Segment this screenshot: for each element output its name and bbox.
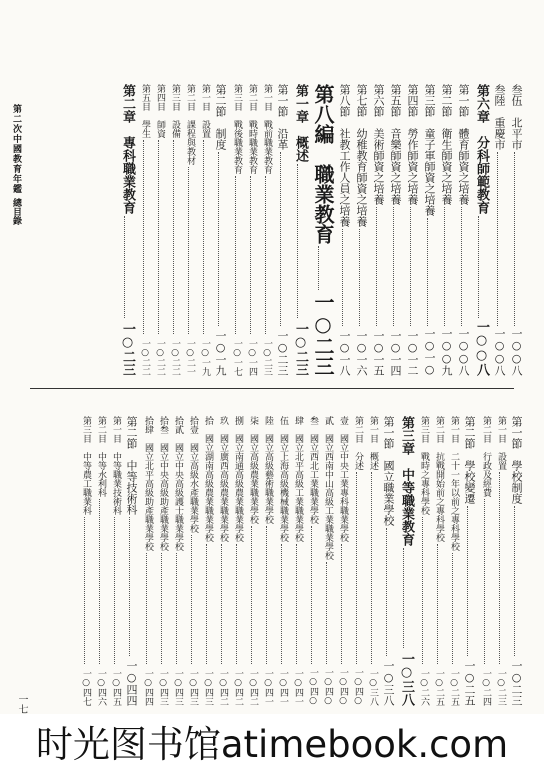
toc-entry-title: 貳 國立西南中山高級工業職業學校 <box>323 416 333 560</box>
leader-dots <box>461 207 462 326</box>
leader-dots <box>326 562 327 664</box>
toc-entry-page: 一○四五 <box>111 669 121 706</box>
toc-entry[interactable] <box>203 416 212 706</box>
leader-dots <box>191 535 192 664</box>
toc-entry-page: 一○二二 <box>155 339 165 376</box>
leader-dots <box>422 517 423 664</box>
toc-entry-title: 第八編 職業教育 <box>311 84 335 244</box>
leader-dots <box>250 176 251 334</box>
leader-dots <box>376 207 377 326</box>
toc-entry-page: 一○○八 <box>457 328 470 376</box>
toc-entry-page: 一○四六 <box>96 669 106 706</box>
site-watermark: 时光图书馆atimebook.com <box>0 714 544 768</box>
toc-entry[interactable] <box>185 84 194 376</box>
leader-dots <box>173 140 174 334</box>
toc-entry-title: 第一節 沿革 <box>276 84 289 150</box>
toc-entry-title: 第一目 二十一年以前之專科學校 <box>449 416 459 551</box>
toc-entry-page: 一○四一 <box>263 669 273 706</box>
toc-entry[interactable] <box>496 416 505 706</box>
page-number: 一七 <box>16 694 27 714</box>
toc-entry[interactable] <box>338 416 347 706</box>
running-title: 第二次中國教育年鑑 <box>11 104 21 194</box>
toc-entry-page: 一○一四 <box>389 330 402 376</box>
toc-entry-title: 叁伍 北平市 <box>510 84 523 150</box>
leader-dots <box>478 216 479 318</box>
toc-entry[interactable] <box>188 416 197 706</box>
leader-dots <box>265 176 266 334</box>
leader-dots <box>129 517 130 656</box>
leader-dots <box>371 472 372 664</box>
leader-dots <box>236 544 237 664</box>
toc-entry-title: 第五節 音樂師資之培養 <box>389 84 402 205</box>
toc-entry[interactable] <box>407 84 418 376</box>
leader-dots <box>341 544 342 664</box>
toc-entry[interactable] <box>96 416 105 706</box>
leader-dots <box>386 528 387 656</box>
toc-entry-page: 一○二三 <box>293 322 308 376</box>
toc-top-section <box>52 84 522 376</box>
toc-entry-page: 一○二三 <box>510 660 523 706</box>
toc-entry-page: 一○四○ <box>308 668 318 706</box>
toc-entry-page: 一○四一 <box>278 669 288 706</box>
leader-dots <box>281 544 282 664</box>
leader-dots <box>467 506 468 656</box>
toc-entry-title: 捌 國立南通高級農業職業學校 <box>233 416 243 542</box>
toc-entry-page: 一○三八 <box>368 669 378 706</box>
toc-entry-page: 一○一二 <box>406 330 419 376</box>
toc-entry-title: 第一目 戰前職業教育 <box>262 84 272 174</box>
toc-entry-title: 第八節 社教工作人員之培養 <box>338 84 351 227</box>
toc-entry-title: 第三章 中等職業教育 <box>399 416 414 546</box>
toc-entry-title: 第五目 學生 <box>140 84 150 138</box>
leader-dots <box>280 152 281 326</box>
toc-entry[interactable] <box>293 416 302 706</box>
toc-entry-page: 一○一七 <box>232 339 242 376</box>
toc-entry[interactable] <box>173 416 182 706</box>
toc-entry-title: 第四目 師資 <box>155 84 165 138</box>
toc-entry-page: 一○二六 <box>419 669 429 706</box>
toc-entry-title: 第二目 中等水利科 <box>96 416 106 497</box>
toc-entry-page: 一○二二 <box>170 339 180 376</box>
toc-entry[interactable] <box>419 416 428 706</box>
toc-entry-title: 伍 國立上海高級機械職業學校 <box>278 416 288 542</box>
toc-entry[interactable] <box>248 416 257 706</box>
leader-dots <box>114 517 115 664</box>
toc-entry-title: 拾壹 國立高級水產職業學校 <box>188 416 198 533</box>
toc-entry[interactable] <box>155 84 164 376</box>
toc-entry-page: 一○四七 <box>81 669 91 706</box>
toc-entry-title: 第二目 戰時職業教育 <box>247 84 257 174</box>
toc-entry-page: 一○二五 <box>463 660 476 706</box>
leader-dots <box>444 207 445 326</box>
section-divider <box>30 388 514 389</box>
toc-entry-page: 一○四二 <box>218 669 228 706</box>
leader-dots <box>499 472 500 664</box>
toc-entry-title: 柒 國立高級農業職業學校 <box>248 416 258 524</box>
toc-entry[interactable] <box>339 84 350 376</box>
toc-entry-page: 一○四四 <box>125 660 138 706</box>
toc-entry-title: 第四節 勞作師資之培養 <box>406 84 419 205</box>
toc-entry[interactable] <box>511 416 522 706</box>
leader-dots <box>143 140 144 334</box>
toc-entry[interactable] <box>215 84 226 376</box>
toc-entry-page: 一○四三 <box>173 669 183 706</box>
toc-entry[interactable] <box>424 84 435 376</box>
toc-entry-title: 第二章 專科職業教育 <box>120 84 135 214</box>
toc-entry[interactable] <box>126 416 137 706</box>
leader-dots <box>359 229 360 326</box>
leader-dots <box>403 548 404 648</box>
toc-entry-title: 第六章 分科師範教育 <box>474 84 489 214</box>
leader-dots <box>146 553 147 664</box>
toc-entry-page: 一○四三 <box>203 669 213 706</box>
leader-dots <box>452 553 453 664</box>
toc-entry-title: 第一目 設置 <box>200 84 210 138</box>
toc-entry[interactable] <box>511 84 522 376</box>
toc-entry-page: 一○二三 <box>311 292 335 376</box>
toc-entry[interactable] <box>218 416 227 706</box>
toc-entry[interactable] <box>308 416 317 706</box>
toc-entry-page: 一○四三 <box>158 669 168 706</box>
leader-dots <box>311 526 312 664</box>
toc-bottom-section <box>62 416 522 706</box>
toc-entry[interactable] <box>383 416 394 706</box>
toc-entry[interactable] <box>263 416 272 706</box>
leader-dots <box>251 526 252 664</box>
toc-entry-title: 第二節 中等技術科 <box>125 416 138 515</box>
toc-entry-page: 一○二一 <box>185 339 195 376</box>
toc-entry[interactable] <box>121 84 134 376</box>
toc-entry-page: 一○三八 <box>382 660 395 706</box>
toc-entry[interactable] <box>475 84 488 376</box>
leader-dots <box>158 140 159 334</box>
toc-entry-title: 第三目 設備 <box>170 84 180 138</box>
toc-entry-page: 一○一九 <box>214 330 227 376</box>
toc-entry-page: 一○一○ <box>423 328 436 376</box>
toc-entry[interactable] <box>278 416 287 706</box>
toc-entry-title: 第一節 體育師資之培養 <box>457 84 470 205</box>
toc-entry[interactable] <box>158 416 167 706</box>
toc-entry[interactable] <box>247 84 256 376</box>
leader-dots <box>235 176 236 334</box>
toc-entry-page: 一○一四 <box>247 339 257 376</box>
toc-entry-page: 一○四二 <box>233 669 243 706</box>
toc-entry[interactable] <box>143 416 152 706</box>
toc-entry-page: 一○四○ <box>353 668 363 706</box>
leader-dots <box>221 544 222 664</box>
leader-dots <box>266 526 267 664</box>
toc-entry-page: 一○二二 <box>140 339 150 376</box>
toc-entry-title: 第一目 概述 <box>368 416 378 470</box>
toc-entry-page: 一○○八 <box>510 328 523 376</box>
toc-entry-page: 一○二三 <box>262 339 272 376</box>
toc-entry[interactable] <box>494 84 505 376</box>
toc-entry-page: 一○四○ <box>338 668 348 706</box>
leader-dots <box>203 140 204 334</box>
toc-entry[interactable] <box>458 84 469 376</box>
toc-entry[interactable] <box>356 84 367 376</box>
toc-entry-page: 一○四三 <box>188 669 198 706</box>
toc-entry-title: 第七節 幼稚教育師資之培養 <box>355 84 368 227</box>
toc-entry-title: 拾肆 國立北平高級助產職業學校 <box>143 416 153 551</box>
leader-dots <box>296 544 297 664</box>
toc-entry-title: 壹 國立中央工業專科職業學校 <box>338 416 348 542</box>
toc-entry[interactable] <box>449 416 458 706</box>
toc-entry-title: 第三目 中等農工職業科 <box>81 416 91 515</box>
toc-entry-title: 拾貳 國立中央高級護士職業學校 <box>173 416 183 551</box>
toc-entry-page: 一○二三 <box>120 322 135 376</box>
leader-dots <box>514 152 515 326</box>
toc-entry[interactable] <box>373 84 384 376</box>
toc-entry-title: 叁陸 重慶市 <box>493 84 506 150</box>
leader-dots <box>297 164 298 318</box>
toc-entry[interactable] <box>111 416 120 706</box>
leader-dots <box>218 152 219 326</box>
leader-dots <box>188 167 189 334</box>
toc-entry[interactable] <box>277 84 288 376</box>
toc-entry-page: 一○四○ <box>323 668 333 706</box>
leader-dots <box>342 229 343 326</box>
toc-entry[interactable] <box>140 84 149 376</box>
toc-entry-page: 一○一九 <box>200 339 210 376</box>
toc-entry-title: 第一節 學校制度 <box>510 416 523 504</box>
toc-entry[interactable] <box>81 416 90 706</box>
leader-dots <box>410 207 411 326</box>
toc-entry-page: 一○二三 <box>496 669 506 706</box>
toc-entry[interactable] <box>323 416 332 706</box>
leader-dots <box>484 499 485 664</box>
toc-entry-page: 一○一六 <box>355 330 368 376</box>
leader-dots <box>176 553 177 664</box>
toc-entry-page: 一○二五 <box>449 669 459 706</box>
toc-entry[interactable] <box>262 84 271 376</box>
toc-entry-page: 一○一五 <box>372 330 385 376</box>
toc-entry-title: 玖 國立廣西高級農業職業學校 <box>218 416 228 542</box>
toc-entry[interactable] <box>441 84 452 376</box>
toc-entry-page: 一○四二 <box>248 669 258 706</box>
leader-dots <box>84 517 85 664</box>
toc-entry-title: 第二目 抗戰開始前之專科學校 <box>434 416 444 542</box>
toc-entry[interactable] <box>434 416 443 706</box>
leader-dots <box>514 506 515 656</box>
toc-entry[interactable] <box>368 416 377 706</box>
toc-entry-title: 第三目 戰時之專科學校 <box>419 416 429 515</box>
leader-dots <box>318 246 319 290</box>
toc-entry-title: 第二目 分述 <box>353 416 363 470</box>
toc-entry-title: 第二節 學校變遷 <box>463 416 476 504</box>
toc-entry-page: 一○○八 <box>493 328 506 376</box>
leader-dots <box>124 216 125 318</box>
toc-entry[interactable] <box>170 84 179 376</box>
toc-entry[interactable] <box>294 84 307 376</box>
leader-dots <box>497 152 498 326</box>
toc-entry-title: 拾 國立湖南高級農業職業學校 <box>203 416 213 542</box>
leader-dots <box>99 499 100 664</box>
toc-entry-title: 第三目 戰後職業教育 <box>232 84 242 174</box>
toc-entry[interactable] <box>200 84 209 376</box>
toc-entry[interactable] <box>353 416 362 706</box>
toc-entry-page: 一○○九 <box>440 328 453 376</box>
volume-label: 總目錄 <box>11 198 21 225</box>
toc-entry-title: 第一章 概述 <box>293 84 308 162</box>
toc-entry-title: 第二目 行政及經費 <box>481 416 491 497</box>
toc-entry[interactable] <box>464 416 475 706</box>
leader-dots <box>437 544 438 664</box>
toc-entry[interactable] <box>481 416 490 706</box>
toc-entry-title: 第二節 制度 <box>214 84 227 150</box>
toc-entry-title: 第一目 設置 <box>496 416 506 470</box>
toc-entry-page: 一○二四 <box>481 669 491 706</box>
toc-entry-title: 肆 國立北平高級工業職業學校 <box>293 416 303 542</box>
toc-entry-page: 一○一八 <box>338 330 351 376</box>
toc-entry-page: 一○四四 <box>143 669 153 706</box>
leader-dots <box>161 553 162 664</box>
toc-entry-page: 一○四一 <box>293 669 303 706</box>
toc-entry-page: 一○○八 <box>474 320 489 376</box>
leader-dots <box>206 544 207 664</box>
toc-entry-title: 叁 國立西北工業職業學校 <box>308 416 318 524</box>
leader-dots <box>427 218 428 326</box>
toc-entry-title: 第一節 國立職業學校 <box>382 416 395 526</box>
toc-entry[interactable] <box>313 84 333 376</box>
toc-entry[interactable] <box>390 84 401 376</box>
toc-entry-title: 第二目 課程與教材 <box>185 84 195 165</box>
toc-entry-page: 一○三八 <box>399 652 414 706</box>
toc-entry-page: 一○二三 <box>276 330 289 376</box>
toc-entry-title: 第二節 衛生師資之培養 <box>440 84 453 205</box>
leader-dots <box>356 472 357 664</box>
toc-entry[interactable] <box>233 416 242 706</box>
toc-entry-title: 拾叁 國立中央高級助產職業學校 <box>158 416 168 551</box>
toc-entry-title: 第六節 美術師資之培養 <box>372 84 385 205</box>
toc-entry-page: 一○二五 <box>434 669 444 706</box>
toc-entry[interactable] <box>232 84 241 376</box>
toc-entry-title: 第三節 童子軍師資之培養 <box>423 84 436 216</box>
toc-entry-title: 陸 國立高級藝術職業學校 <box>263 416 273 524</box>
toc-entry-title: 第一目 中等職業技術科 <box>111 416 121 515</box>
toc-entry[interactable] <box>400 416 413 706</box>
leader-dots <box>393 207 394 326</box>
